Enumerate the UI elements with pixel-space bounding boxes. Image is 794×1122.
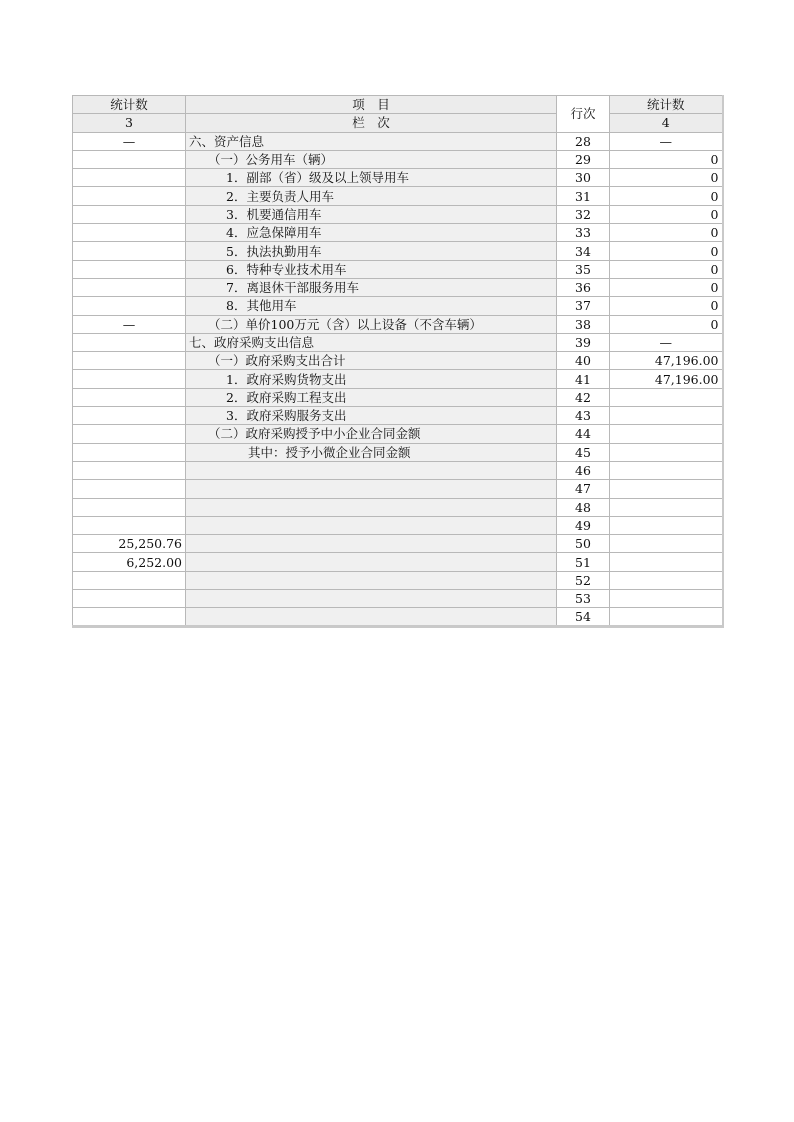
table-row	[73, 480, 723, 498]
line-number-cell: 35	[557, 260, 610, 278]
stat-col4-cell	[610, 590, 723, 608]
table-row	[73, 150, 723, 168]
line-number-cell: 51	[557, 553, 610, 571]
line-number-cell: 34	[557, 242, 610, 260]
table-row	[73, 224, 723, 242]
stat-col3-cell	[73, 590, 186, 608]
line-number-cell: 52	[557, 571, 610, 589]
line-number-cell: 47	[557, 480, 610, 498]
stat-col3-cell	[73, 370, 186, 388]
stat-col4-cell: 0	[610, 169, 723, 187]
table-row	[73, 407, 723, 425]
stat-col4-cell	[610, 608, 723, 627]
table-row	[73, 370, 723, 388]
item-cell: 5．执法执勤用车	[186, 242, 557, 260]
table-row	[73, 590, 723, 608]
header-row-2	[73, 114, 723, 132]
header-row-1	[73, 96, 723, 114]
stat-col4-cell	[610, 498, 723, 516]
line-number-cell: 39	[557, 333, 610, 351]
item-cell: 七、政府采购支出信息	[186, 333, 557, 351]
stat-col3-cell	[73, 480, 186, 498]
item-cell: 3．机要通信用车	[186, 205, 557, 223]
line-number-cell: 32	[557, 205, 610, 223]
stat-col3-cell	[73, 516, 186, 534]
line-number-cell: 38	[557, 315, 610, 333]
line-number-cell: 49	[557, 516, 610, 534]
line-number-cell: 54	[557, 608, 610, 627]
statistics-table	[72, 95, 724, 628]
stat-col4-cell: 0	[610, 315, 723, 333]
stat-col4-cell	[610, 388, 723, 406]
stat-col4-cell: 47,196.00	[610, 370, 723, 388]
line-number-cell: 37	[557, 297, 610, 315]
line-label: 行次	[557, 96, 610, 133]
table-row	[73, 516, 723, 534]
item-cell	[186, 590, 557, 608]
stat-col4-cell: 0	[610, 224, 723, 242]
stat-col3-cell	[73, 187, 186, 205]
table-row	[73, 260, 723, 278]
line-number-cell: 36	[557, 278, 610, 296]
item-cell	[186, 535, 557, 553]
item-cell: 4．应急保障用车	[186, 224, 557, 242]
stat-col3-cell	[73, 297, 186, 315]
table-row	[73, 571, 723, 589]
item-label: 项 目	[186, 96, 557, 114]
line-number-cell: 53	[557, 590, 610, 608]
item-cell: （一）政府采购支出合计	[186, 352, 557, 370]
stat-col4-cell: 0	[610, 150, 723, 168]
stat-col3-cell	[73, 150, 186, 168]
table-body	[73, 132, 723, 627]
stat-col3-cell	[73, 425, 186, 443]
table-row	[73, 297, 723, 315]
stat-col4-cell	[610, 480, 723, 498]
stat-col4-label: 统计数	[610, 96, 723, 114]
line-number-cell: 29	[557, 150, 610, 168]
stat-col4-cell	[610, 571, 723, 589]
stat-col3-cell	[73, 352, 186, 370]
table-row	[73, 443, 723, 461]
item-cell	[186, 461, 557, 479]
stat-col4-cell: 0	[610, 242, 723, 260]
stat-col4-cell	[610, 553, 723, 571]
stat-col3-cell	[73, 333, 186, 351]
stat-col3-cell	[73, 608, 186, 627]
stat-col3-cell	[73, 461, 186, 479]
stat-col3-cell	[73, 224, 186, 242]
line-number-cell: 28	[557, 132, 610, 150]
stat-col3-label: 统计数	[73, 96, 186, 114]
stat-col3-cell	[73, 278, 186, 296]
stat-col4-cell	[610, 425, 723, 443]
item-cell	[186, 553, 557, 571]
table-row	[73, 461, 723, 479]
item-cell: 六、资产信息	[186, 132, 557, 150]
stat-col3-cell	[73, 169, 186, 187]
item-cell: 1．副部（省）级及以上领导用车	[186, 169, 557, 187]
line-number-cell: 43	[557, 407, 610, 425]
table-row	[73, 553, 723, 571]
line-number-cell: 50	[557, 535, 610, 553]
item-cell: 8．其他用车	[186, 297, 557, 315]
item-cell: 6．特种专业技术用车	[186, 260, 557, 278]
stat-col3-cell: —	[73, 132, 186, 150]
line-number-cell: 48	[557, 498, 610, 516]
table-row	[73, 535, 723, 553]
stat-col3-cell: —	[73, 315, 186, 333]
item-cell: （二）单价100万元（含）以上设备（不含车辆）	[186, 315, 557, 333]
table-row	[73, 498, 723, 516]
stat-col3-cell	[73, 260, 186, 278]
line-number-cell: 33	[557, 224, 610, 242]
stat-col3-cell	[73, 205, 186, 223]
line-number-cell: 40	[557, 352, 610, 370]
table-row	[73, 425, 723, 443]
line-number-cell: 45	[557, 443, 610, 461]
item-cell: （二）政府采购授予中小企业合同金额	[186, 425, 557, 443]
stat-col3-cell: 6,252.00	[73, 553, 186, 571]
table-row	[73, 352, 723, 370]
stat-col3-cell	[73, 242, 186, 260]
item-cell: 7．离退休干部服务用车	[186, 278, 557, 296]
stat-col4-cell: 47,196.00	[610, 352, 723, 370]
stat-col3-cell	[73, 498, 186, 516]
item-cell	[186, 516, 557, 534]
table-row	[73, 315, 723, 333]
stat-col4-cell: —	[610, 132, 723, 150]
item-cell: 2．政府采购工程支出	[186, 388, 557, 406]
item-cell	[186, 480, 557, 498]
stat-col3-cell: 25,250.76	[73, 535, 186, 553]
column-label: 栏 次	[186, 114, 557, 132]
stat-col3-number: 3	[73, 114, 186, 132]
line-number-cell: 42	[557, 388, 610, 406]
line-number-cell: 31	[557, 187, 610, 205]
stat-col4-cell: 0	[610, 297, 723, 315]
table-row	[73, 132, 723, 150]
line-number-cell: 46	[557, 461, 610, 479]
item-cell: 1．政府采购货物支出	[186, 370, 557, 388]
table-row	[73, 242, 723, 260]
item-cell	[186, 498, 557, 516]
stat-col4-cell	[610, 407, 723, 425]
item-cell: （一）公务用车（辆）	[186, 150, 557, 168]
stat-col4-cell: 0	[610, 187, 723, 205]
stat-col4-number: 4	[610, 114, 723, 132]
item-cell: 其中：授予小微企业合同金额	[186, 443, 557, 461]
table-row	[73, 205, 723, 223]
table-row	[73, 388, 723, 406]
table-row	[73, 187, 723, 205]
stat-col4-cell	[610, 516, 723, 534]
stat-col4-cell	[610, 535, 723, 553]
stat-col4-cell: 0	[610, 205, 723, 223]
item-cell	[186, 608, 557, 627]
item-cell	[186, 571, 557, 589]
stat-col3-cell	[73, 571, 186, 589]
line-number-cell: 30	[557, 169, 610, 187]
line-number-cell: 41	[557, 370, 610, 388]
table-row	[73, 169, 723, 187]
stat-col4-cell	[610, 443, 723, 461]
stat-col4-cell	[610, 461, 723, 479]
stat-col3-cell	[73, 388, 186, 406]
table-row	[73, 278, 723, 296]
table-row	[73, 333, 723, 351]
item-cell: 3．政府采购服务支出	[186, 407, 557, 425]
stat-col3-cell	[73, 443, 186, 461]
stat-col3-cell	[73, 407, 186, 425]
stat-col4-cell: 0	[610, 260, 723, 278]
item-cell: 2．主要负责人用车	[186, 187, 557, 205]
line-number-cell: 44	[557, 425, 610, 443]
stat-col4-cell: —	[610, 333, 723, 351]
table-row	[73, 608, 723, 627]
stat-col4-cell: 0	[610, 278, 723, 296]
